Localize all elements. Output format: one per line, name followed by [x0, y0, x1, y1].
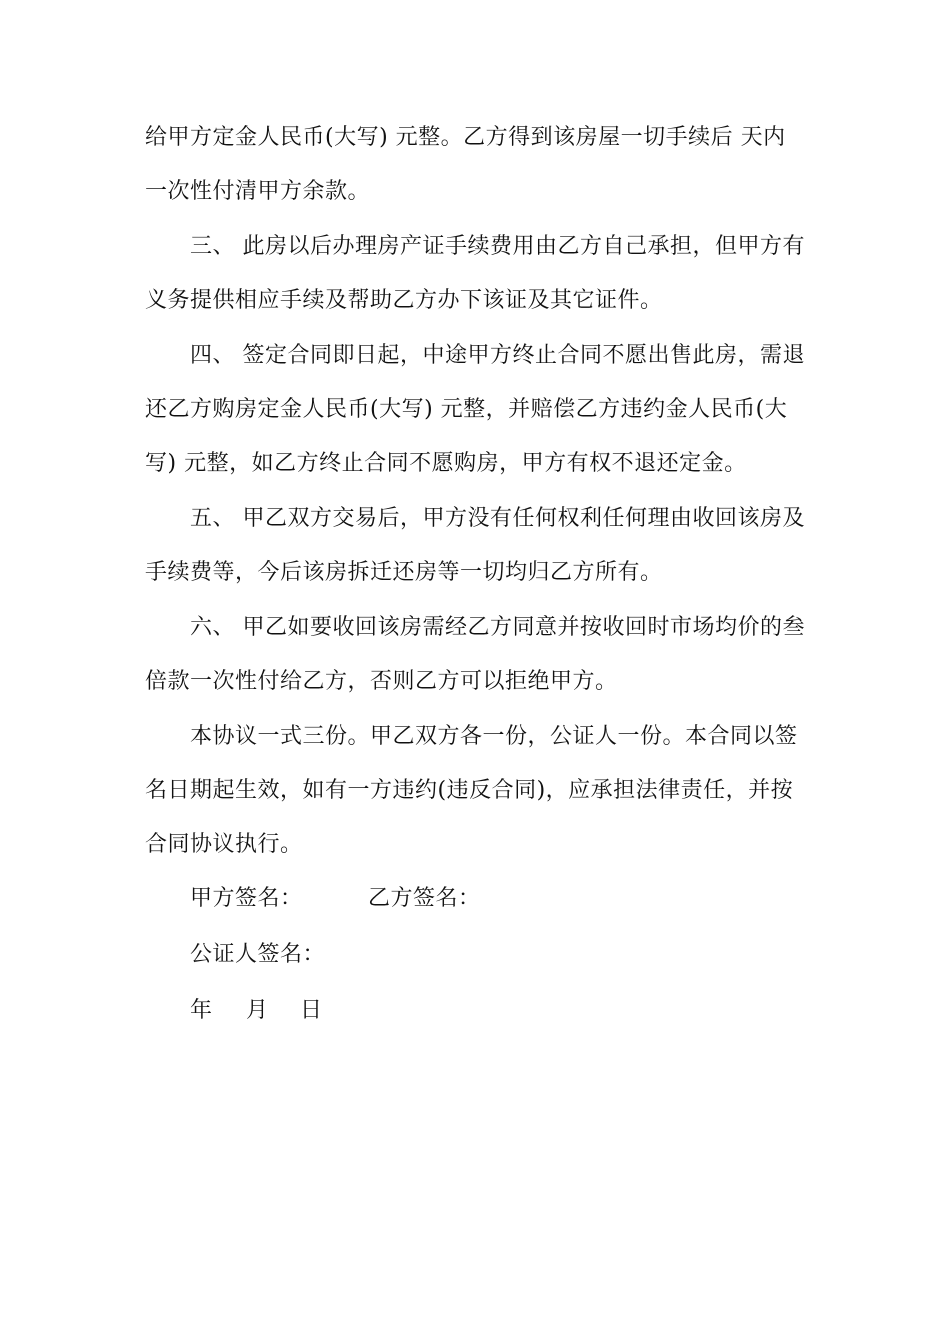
agreement-line: 本协议一式三份。甲乙双方各一份，公证人一份。本合同以签 [190, 724, 798, 749]
clause-6-line: 倍款一次性付给乙方，否则乙方可以拒绝甲方。 [145, 669, 618, 694]
date-year-label: 年 [190, 998, 213, 1023]
paragraph-line: 一次性付清甲方余款。 [145, 179, 371, 204]
agreement-line: 名日期起生效，如有一方违约(违反合同)，应承担法律责任，并按 [145, 778, 794, 803]
date-month-label: 月 [246, 998, 269, 1023]
agreement-line: 合同协议执行。 [145, 832, 303, 857]
clause-5-line: 手续费等，今后该房拆迁还房等一切均归乙方所有。 [145, 560, 663, 585]
clause-6-line: 六、 甲乙如要收回该房需经乙方同意并按收回时市场均价的叁 [190, 615, 805, 640]
paragraph-line: 给甲方定金人民币(大写) 元整。乙方得到该房屋一切手续后 天内 [145, 125, 786, 150]
clause-4-line: 写) 元整，如乙方终止合同不愿购房，甲方有权不退还定金。 [145, 451, 747, 476]
clause-4-line: 四、 签定合同即日起，中途甲方终止合同不愿出售此房，需退 [190, 343, 805, 368]
notary-signature-label: 公证人签名： [190, 942, 326, 967]
clause-3-line: 义务提供相应手续及帮助乙方办下该证及其它证件。 [145, 288, 663, 313]
clause-5-line: 五、 甲乙双方交易后，甲方没有任何权利任何理由收回该房及 [190, 506, 805, 531]
date-day-label: 日 [300, 998, 323, 1023]
party-a-signature-label: 甲方签名： [190, 886, 303, 911]
clause-4-line: 还乙方购房定金人民币(大写) 元整，并赔偿乙方违约金人民币(大 [145, 397, 788, 422]
clause-3-line: 三、 此房以后办理房产证手续费用由乙方自己承担，但甲方有 [190, 234, 805, 259]
party-b-signature-label: 乙方签名： [368, 886, 481, 911]
